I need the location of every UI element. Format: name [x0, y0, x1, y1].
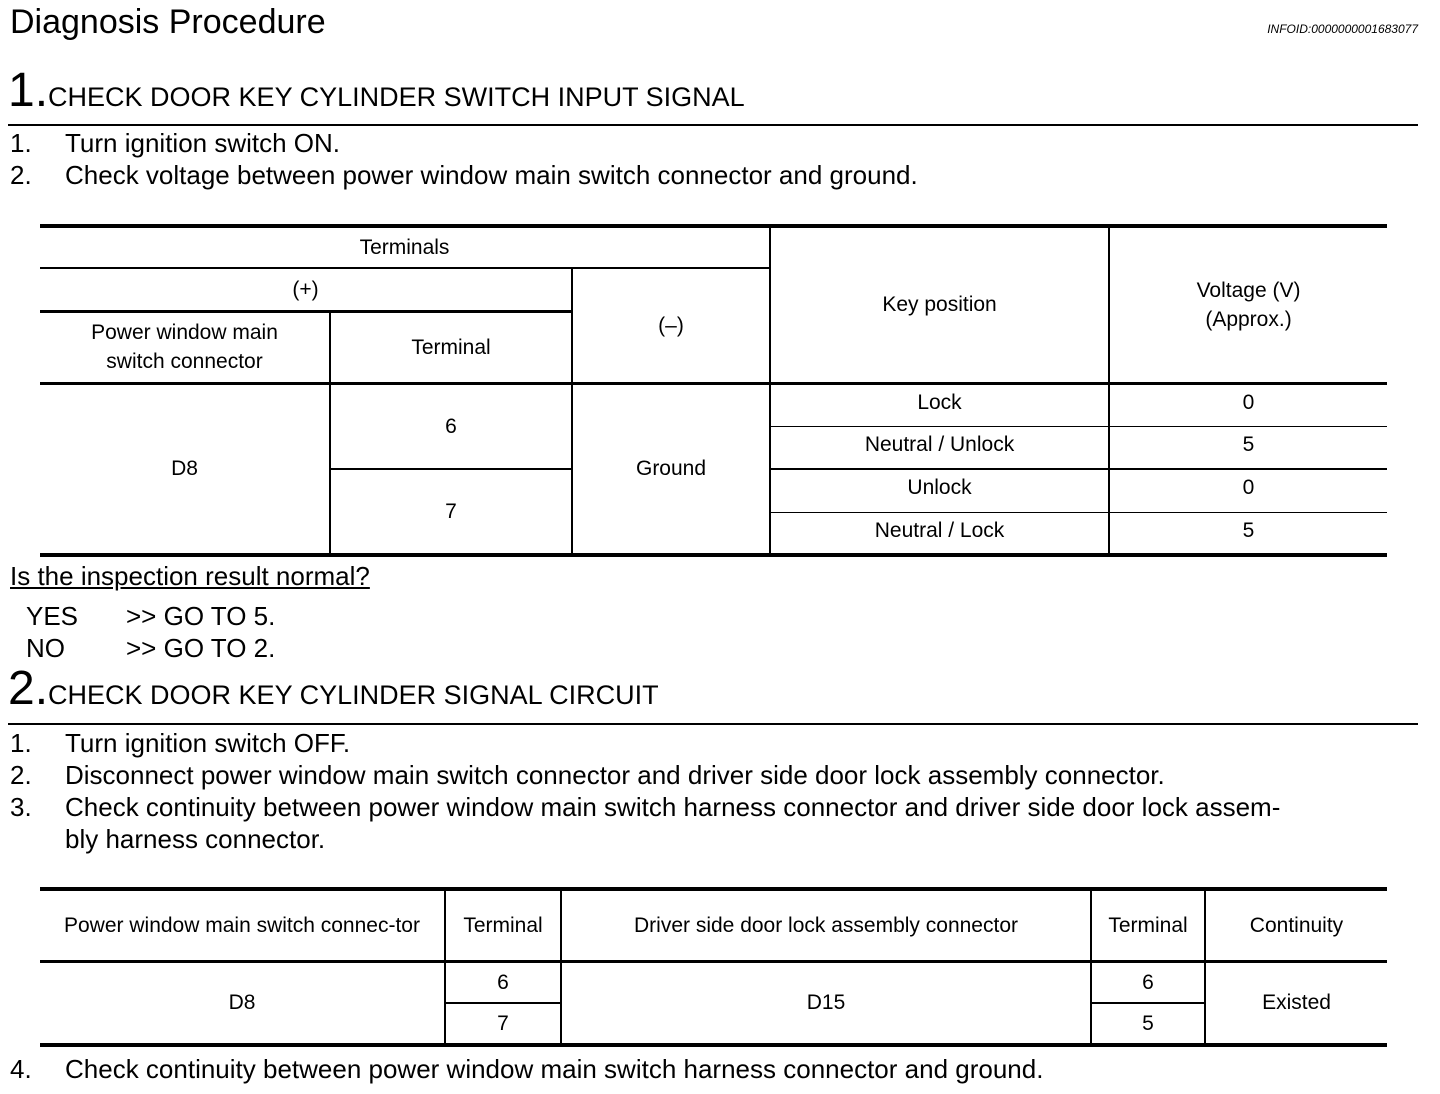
col-connector-1-header: Power window main switch connec-tor	[40, 889, 445, 961]
page-title: Diagnosis Procedure	[10, 3, 326, 41]
step-1-heading	[8, 66, 745, 127]
col-terminal-2-header: Terminal	[1091, 889, 1205, 961]
step-1-instruction-1: 1. Turn ignition switch ON.	[10, 128, 341, 158]
step-2-instruction-3: 3. Check continuity between power window main switch harness connector and driver side door lock assem-	[10, 792, 1281, 822]
step-1-rule	[8, 124, 1418, 126]
continuity-cell: Existed	[1262, 991, 1331, 1015]
plus-header: (+)	[40, 268, 572, 311]
col-continuity-header: Continuity	[1249, 913, 1344, 937]
step-1-number: 1.	[8, 64, 49, 117]
step-2-number: 2.	[8, 662, 49, 715]
connector-1-cell: D8	[40, 961, 445, 1045]
connector-header: Power window main switch connector	[40, 311, 330, 383]
key-position-cell: Neutral / Unlock	[770, 426, 1109, 469]
voltage-cell: 0	[1109, 383, 1387, 426]
voltage-cell: 5	[1242, 518, 1255, 542]
step-2-instruction-2: 2. Disconnect power window main switch connector and driver side door lock assembly connector.	[10, 760, 1165, 790]
terminal-1-cell: 6	[445, 961, 561, 1003]
step-2-heading	[8, 664, 659, 725]
info-id: INFOID:0000000001683077	[1267, 22, 1418, 36]
key-position-header: Key position	[770, 226, 1109, 383]
step-1-title: CHECK DOOR KEY CYLINDER SWITCH INPUT SIGNAL	[48, 82, 745, 112]
terminal-2-cell: 6	[1091, 961, 1205, 1003]
voltage-header: Voltage (V) (Approx.)	[1196, 278, 1301, 331]
col-terminal-1-header: Terminal	[445, 889, 561, 961]
terminal-cell-7: 7	[330, 469, 572, 555]
connector-2-cell: D15	[561, 961, 1091, 1045]
key-position-cell: Unlock	[770, 469, 1109, 512]
connector-cell: D8	[40, 383, 330, 555]
terminals-header: Terminals	[40, 226, 770, 268]
voltage-cell: 0	[1109, 469, 1387, 512]
terminal-cell-6: 6	[330, 383, 572, 469]
terminal-2-cell: 5	[1091, 1003, 1205, 1045]
answer-yes: YES >> GO TO 5.	[26, 601, 276, 631]
key-position-cell: Neutral / Lock	[770, 512, 1109, 555]
terminal-header: Terminal	[330, 311, 572, 383]
step-2-instruction-1: 1. Turn ignition switch OFF.	[10, 728, 351, 758]
voltage-cell: 5	[1109, 426, 1387, 469]
step-2-instruction-3-cont: bly harness connector.	[65, 824, 326, 854]
key-position-cell: Lock	[770, 383, 1109, 426]
step-2-rule	[8, 723, 1418, 725]
continuity-table	[40, 887, 1387, 1047]
minus-header: (–)	[572, 268, 770, 383]
step-2-instruction-4: 4. Check continuity between power window main switch harness connector and ground.	[10, 1054, 1044, 1084]
terminal-1-cell: 7	[445, 1003, 561, 1045]
ground-cell: Ground	[572, 383, 770, 555]
step-2-title: CHECK DOOR KEY CYLINDER SIGNAL CIRCUIT	[48, 680, 659, 710]
inspection-question: Is the inspection result normal?	[10, 561, 370, 591]
step-1-instruction-2: 2. Check voltage between power window main switch connector and ground.	[10, 160, 918, 190]
answer-no: NO >> GO TO 2.	[26, 633, 276, 663]
col-connector-2-header: Driver side door lock assembly connector	[561, 889, 1091, 961]
voltage-table	[40, 224, 1387, 557]
